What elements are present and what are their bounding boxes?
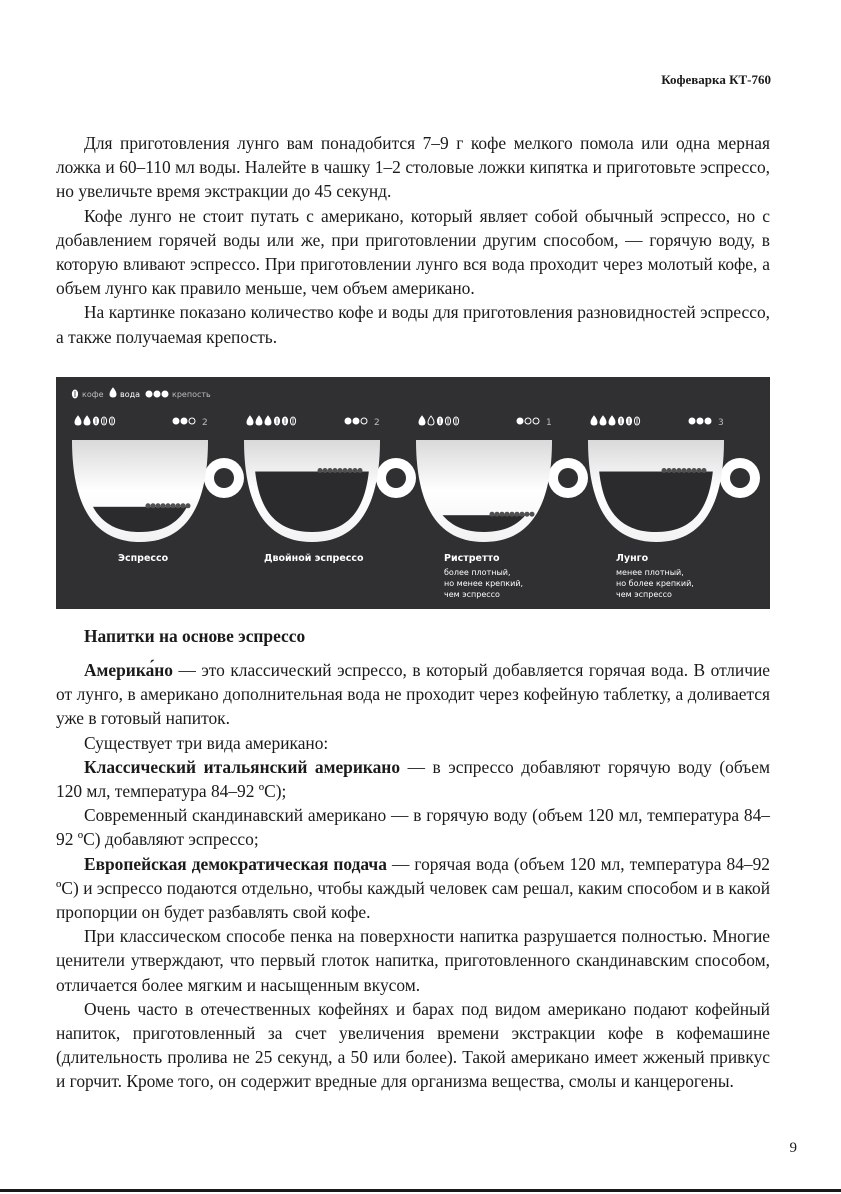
cup-crema-bubble	[672, 468, 677, 473]
cup-crema-bubble	[662, 468, 667, 473]
cup-strength-dot	[345, 418, 351, 424]
cup-strength-dot	[697, 418, 703, 424]
legend-strength-icon	[146, 391, 152, 397]
legend-strength-label: крепость	[172, 390, 211, 399]
paragraph	[56, 658, 770, 731]
cup-crema-bubble	[495, 512, 500, 517]
cup-crema-bubble	[156, 503, 161, 508]
paragraph: При классическом способе пенка на поверхности напитка разрушается полностью. Многие ценители утверждают, что первый глоток напитка, приготовленного скандинавским способом, отличается более мягким и насыщенным вкусом.	[56, 926, 770, 995]
cup-crema-bubble	[687, 468, 692, 473]
cup-note-line: но более крепкий,	[616, 579, 694, 588]
cup-water-icon	[609, 416, 615, 425]
cup-note-line: но менее крепкий,	[444, 579, 524, 588]
cup-strength-dot	[361, 418, 367, 424]
legend-coffee-label: кофе	[82, 390, 104, 399]
paragraph: Существует три вида американо:	[84, 732, 329, 753]
cup-crema-bubble	[702, 468, 707, 473]
intro-text	[56, 131, 770, 349]
cup-crema-bubble	[490, 512, 495, 517]
cup-crema-bubble	[146, 503, 151, 508]
cup-water-icon	[591, 416, 597, 425]
cup-crema-bubble	[181, 503, 186, 508]
cup-water-icon	[428, 416, 434, 425]
paragraph: Современный скандинавский американо — в горячую воду (объем 120 мл, температура 84–92 ºC) добавляют эспрессо;	[56, 805, 770, 850]
legend-water-label: вода	[120, 390, 141, 399]
page-number: 9	[789, 1140, 797, 1156]
cup-strength-dot	[705, 418, 711, 424]
cup-crema-bubble	[505, 512, 510, 517]
cup-crema-bubble	[171, 503, 176, 508]
cup-note-line: чем эспрессо	[616, 590, 672, 599]
cup-crema-bubble	[682, 468, 687, 473]
cups-illustration	[56, 377, 770, 609]
paragraph-text: — горячая вода (объем 120 мл, температура 84–92 ºC) и эспрессо подаются отдельно, чтобы каждый человек сам решал, каким способом и в какой пропорции он будет разбавлять свой кофе.	[56, 853, 770, 923]
cup-crema-bubble	[358, 468, 363, 473]
legend-water-icon	[110, 388, 116, 397]
cup-strength-dot	[525, 418, 531, 424]
cup-strength-dot	[353, 418, 359, 424]
cup-crema-bubble	[692, 468, 697, 473]
cup-water-icon	[256, 416, 262, 425]
paragraph	[56, 852, 770, 925]
cup-strength-dot	[689, 418, 695, 424]
cup-crema-bubble	[348, 468, 353, 473]
cup-strength-value: 1	[546, 418, 552, 428]
cup-crema-bubble	[328, 468, 333, 473]
cup-handle-hole	[386, 468, 406, 488]
cup-crema-bubble	[318, 468, 323, 473]
cup-crema-bubble	[515, 512, 520, 517]
section-heading: Напитки на основе эспрессо	[84, 626, 306, 646]
legend-strength-icon	[162, 391, 168, 397]
cup-handle-hole	[730, 468, 750, 488]
cup-strength-dot	[189, 418, 195, 424]
cup-strength-value: 2	[374, 418, 380, 428]
cup-handle-hole	[214, 468, 234, 488]
cup-water-icon	[75, 416, 81, 425]
cup-water-icon	[419, 416, 425, 425]
paragraph-text: — в эспрессо добавляют горячую воду (объем 120 мл, температура 84–92 ºC);	[56, 756, 771, 802]
cup-crema-bubble	[323, 468, 328, 473]
cup-name-label: Эспрессо	[118, 553, 169, 564]
cup-strength-value: 2	[202, 418, 208, 428]
cup-crema-bubble	[500, 512, 505, 517]
cup-crema-bubble	[161, 503, 166, 508]
espresso-types-figure	[56, 377, 770, 609]
body-text	[56, 658, 770, 1094]
cup-note-line: более плотный,	[444, 568, 511, 577]
cup-name-label: Ристретто	[444, 553, 500, 564]
intro-paragraph: Для приготовления лунго вам понадобится 7–9 г кофе мелкого помола или одна мерная ложка и 60–110 мл воды. Налейте в чашку 1–2 столовые ложки кипятка и приготовьте эспрессо, но увеличьте время экстракции до 45 секунд.	[56, 133, 770, 202]
cup-handle-hole	[558, 468, 578, 488]
cup-crema-bubble	[343, 468, 348, 473]
intro-paragraph: На картинке показано количество кофе и воды для приготовления разновидностей эспрессо, а также получаемая крепость.	[56, 302, 770, 347]
legend-strength-icon	[154, 391, 160, 397]
page-bottom-rule	[0, 1189, 841, 1192]
cup-strength-dot	[181, 418, 187, 424]
cup-crema-bubble	[333, 468, 338, 473]
cup-crema-bubble	[186, 503, 191, 508]
cup-crema-bubble	[697, 468, 702, 473]
term-bold: Классический итальянский американо	[84, 756, 401, 777]
cup-strength-dot	[517, 418, 523, 424]
cup-crema-bubble	[353, 468, 358, 473]
paragraph-text: — это классический эспрессо, в который добавляется горячая вода. В отличие от лунго, в американо дополнительная вода не проходит через кофейную таблетку, а доливается уже в готовый напиток.	[56, 660, 770, 729]
cup-name-label: Двойной эспрессо	[264, 553, 364, 564]
intro-paragraph: Кофе лунго не стоит путать с американо, который являет собой обычный эспрессо, но с добавлением горячей воды или же, при приготовлении другим способом, — горячую воду, в которую вливают эспрессо. При приготовлении лунго вся вода проходит через молотый кофе, а объем лунго как правило меньше, чем объем американо.	[56, 205, 770, 299]
cup-water-icon	[600, 416, 606, 425]
cup-crema-bubble	[530, 512, 535, 517]
cup-crema-bubble	[510, 512, 515, 517]
cup-strength-dot	[173, 418, 179, 424]
cup-crema-bubble	[677, 468, 682, 473]
cup-name-label: Лунго	[616, 553, 649, 564]
cup-strength-dot	[533, 418, 539, 424]
term-bold: Америка́но	[84, 660, 173, 680]
cup-water-icon	[84, 416, 90, 425]
cup-strength-value: 3	[718, 418, 724, 428]
cup-crema-bubble	[176, 503, 181, 508]
cup-water-icon	[265, 416, 271, 425]
cup-crema-bubble	[525, 512, 530, 517]
cup-water-icon	[247, 416, 253, 425]
cup-crema-bubble	[520, 512, 525, 517]
term-bold: Европейская демократическая подача	[84, 853, 387, 874]
cup-crema-bubble	[166, 503, 171, 508]
cup-crema-bubble	[338, 468, 343, 473]
paragraph: Очень часто в отечественных кофейнях и барах под видом американо подают кофейный напиток, приготовленный за счет увеличения времени экстракции кофе в кофемашине (длительность пролива не 25 секунд, а 50 или более). Такой американо имеет жженый привкус и горчит. Кроме того, он содержит вредные для организма вещества, смолы и канцерогены.	[56, 998, 770, 1092]
paragraph	[56, 755, 770, 803]
cup-crema-bubble	[151, 503, 156, 508]
cup-crema-bubble	[667, 468, 672, 473]
running-title: Кофеварка КТ-760	[661, 72, 771, 87]
cup-note-line: менее плотный,	[616, 568, 684, 577]
cup-note-line: чем эспрессо	[444, 590, 500, 599]
